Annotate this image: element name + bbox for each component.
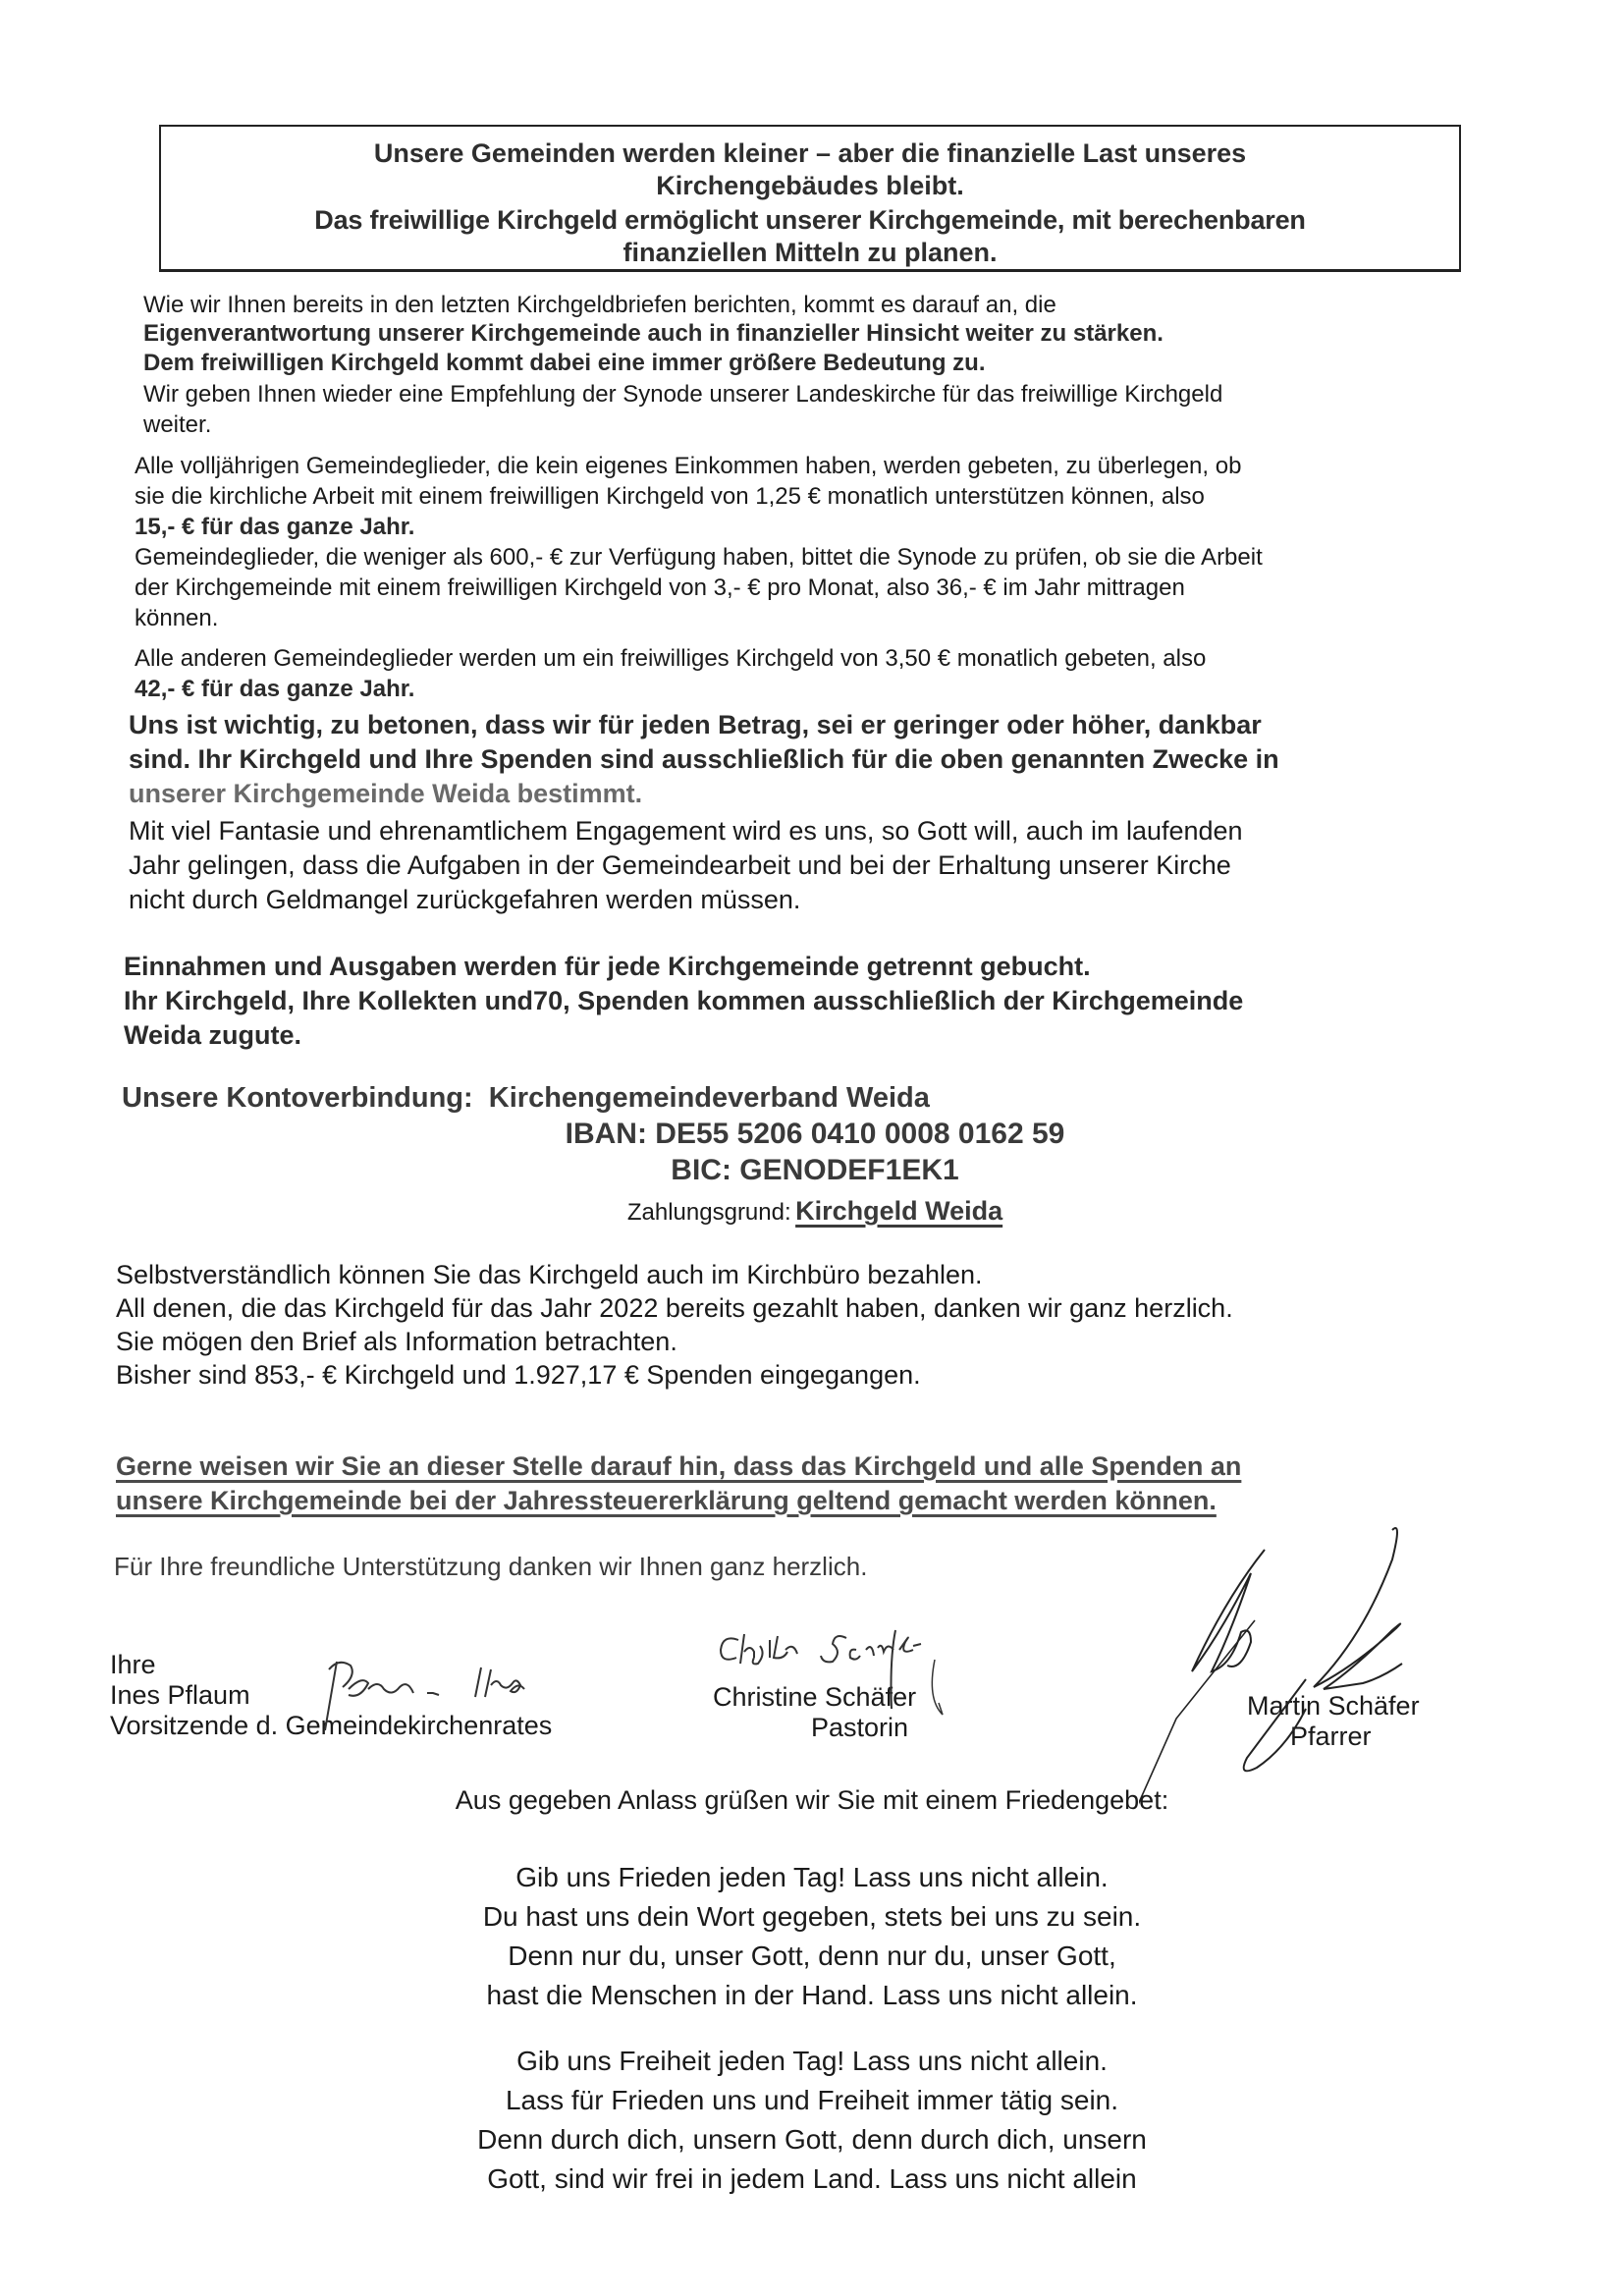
- header-line: finanziellen Mitteln zu planen.: [623, 238, 998, 267]
- verse-line: Gib uns Frieden jeden Tag! Lass uns nicht allein.: [515, 1862, 1109, 1892]
- header-line: Unsere Gemeinden werden kleiner – aber die finanzielle Last unseres: [373, 138, 1247, 168]
- signature-christine-schaefer: [699, 1611, 1013, 1758]
- text-line: Ihr Kirchgeld, Ihre Kollekten und70, Spenden kommen ausschließlich der Kirchgemeinde: [124, 986, 1244, 1015]
- text-line: können.: [135, 605, 219, 631]
- text-line: sind. Ihr Kirchgeld und Ihre Spenden sind ausschließlich für die oben genannten Zwecke in: [129, 744, 1279, 774]
- signatory-role: Pastorin: [811, 1713, 909, 1742]
- text-line: Einnahmen und Ausgaben werden für jede Kirchgemeinde getrennt gebucht.: [124, 952, 1091, 981]
- text-line: der Kirchgemeinde mit einem freiwilligen Kirchgeld von 3,- € pro Monat, also 36,- € im Jahr mittragen: [135, 574, 1185, 601]
- verse-line: Denn durch dich, unsern Gott, denn durch dich, unsern: [477, 2124, 1147, 2155]
- closing-sentence: Für Ihre freundliche Unterstützung danken wir Ihnen ganz herzlich.: [114, 1552, 868, 1581]
- payment-reason: [304, 1196, 1326, 1227]
- verse-line: Gib uns Freiheit jeden Tag! Lass uns nicht allein.: [516, 2046, 1108, 2076]
- signatory-name: Martin Schäfer: [1247, 1691, 1420, 1721]
- text-line: Mit viel Fantasie und ehrenamtlichem Engagement wird es uns, so Gott will, auch im laufenden: [129, 816, 1243, 846]
- verse-line: Denn nur du, unser Gott, denn nur du, unser Gott,: [508, 1941, 1116, 1971]
- text-line: Eigenverantwortung unserer Kirchgemeinde auch in finanzieller Hinsicht weiter zu stärken.: [143, 320, 1164, 347]
- prayer-intro: Aus gegeben Anlass grüßen wir Sie mit einem Friedengebet:: [455, 1785, 1169, 1815]
- text-line: Dem freiwilligen Kirchgeld kommt dabei eine immer größere Bedeutung zu.: [143, 350, 986, 376]
- text-line: sie die kirchliche Arbeit mit einem freiwilligen Kirchgeld von 1,25 € monatlich unterstützen können, also: [135, 483, 1205, 510]
- text-line: Weida zugute.: [124, 1020, 302, 1050]
- text-line: Uns ist wichtig, zu betonen, dass wir für jeden Betrag, sei er geringer oder höher, dankbar: [129, 710, 1262, 739]
- verse-line: Gott, sind wir frei in jedem Land. Lass uns nicht allein: [487, 2163, 1137, 2194]
- account-label: Unsere Kontoverbindung:: [122, 1082, 473, 1114]
- text-line: 15,- € für das ganze Jahr.: [135, 514, 415, 540]
- verse-line: Du hast uns dein Wort gegeben, stets bei uns zu sein.: [482, 1901, 1142, 1932]
- text-line: unsere Kirchgemeinde bei der Jahressteuererklärung geltend gemacht werden können.: [116, 1486, 1217, 1515]
- iban: IBAN: DE55 5206 0410 0008 0162 59: [565, 1118, 1065, 1150]
- text-line: Selbstverständlich können Sie das Kirchgeld auch im Kirchbüro bezahlen.: [116, 1260, 983, 1289]
- payment-reason-value: Kirchgeld Weida: [795, 1196, 1003, 1226]
- bank-account-line: [122, 1082, 930, 1115]
- text-line: nicht durch Geldmangel zurückgefahren werden müssen.: [129, 885, 801, 914]
- text-line: All denen, die das Kirchgeld für das Jahr 2022 bereits gezahlt haben, danken wir ganz herzlich.: [116, 1293, 1233, 1323]
- text-line: Gemeindeglieder, die weniger als 600,- € zur Verfügung haben, bittet die Synode zu prüfen, ob sie die Arbeit: [135, 544, 1263, 571]
- signature-scribble-icon: [1139, 1512, 1512, 1817]
- signature-ines-pflaum: [309, 1650, 623, 1738]
- text-line: unserer Kirchgemeinde Weida bestimmt.: [129, 779, 643, 808]
- signatory-name: Christine Schäfer: [713, 1682, 917, 1712]
- signatory-role: Vorsitzende d. Gemeindekirchenrates: [110, 1711, 553, 1740]
- signatory-role: Pfarrer: [1290, 1722, 1372, 1751]
- header-line: Kirchengebäudes bleibt.: [656, 171, 964, 200]
- text-line: Gerne weisen wir Sie an dieser Stelle darauf hin, dass das Kirchgeld und alle Spenden an: [116, 1451, 1242, 1481]
- text-line: Jahr gelingen, dass die Aufgaben in der Gemeindearbeit und bei der Erhaltung unserer Kirche: [129, 850, 1231, 880]
- signature-scribble-icon: [309, 1650, 623, 1738]
- header-box: [159, 125, 1461, 272]
- signature-scribble-icon: [699, 1611, 1013, 1758]
- text-line: Sie mögen den Brief als Information betrachten.: [116, 1327, 677, 1356]
- header-line: Das freiwillige Kirchgeld ermöglicht unserer Kirchgemeinde, mit berechenbaren: [314, 205, 1306, 235]
- text-line: weiter.: [143, 411, 212, 438]
- text-line: Wie wir Ihnen bereits in den letzten Kirchgeldbriefen berichten, kommt es darauf an, die: [143, 292, 1056, 318]
- text-line: Alle volljährigen Gemeindeglieder, die kein eigenes Einkommen haben, werden gebeten, zu überlegen, ob: [135, 453, 1242, 479]
- greeting: Ihre: [110, 1650, 156, 1679]
- payment-reason-label: Zahlungsgrund:: [626, 1199, 791, 1226]
- account-name: Kirchengemeindeverband Weida: [488, 1082, 930, 1114]
- signatory-name: Ines Pflaum: [110, 1680, 250, 1710]
- text-line: Alle anderen Gemeindeglieder werden um ein freiwilliges Kirchgeld von 3,50 € monatlich gebeten, also: [135, 645, 1207, 672]
- verse-line: hast die Menschen in der Hand. Lass uns nicht allein.: [486, 1980, 1138, 2010]
- text-line: 42,- € für das ganze Jahr.: [135, 676, 415, 702]
- text-line: Wir geben Ihnen wieder eine Empfehlung der Synode unserer Landeskirche für das freiwillige Kirchgeld: [143, 381, 1223, 408]
- text-line: Bisher sind 853,- € Kirchgeld und 1.927,17 € Spenden eingegangen.: [116, 1360, 921, 1390]
- signature-martin-schaefer: [1139, 1512, 1512, 1817]
- verse-line: Lass für Frieden uns und Freiheit immer tätig sein.: [505, 2085, 1119, 2115]
- bic: BIC: GENODEF1EK1: [671, 1154, 959, 1186]
